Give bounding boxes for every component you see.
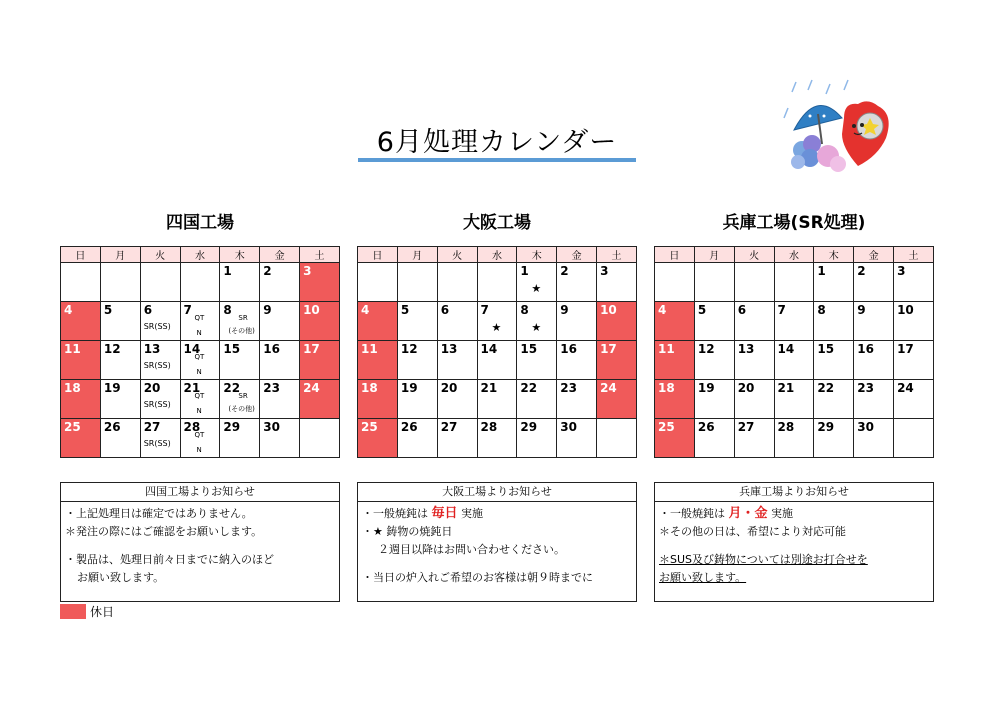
notice-line: ＊発注の際にはご確認をお願いします。 (65, 525, 263, 538)
day-number: 19 (400, 381, 418, 395)
day-number: 30 (263, 420, 280, 434)
calendar-day (517, 419, 557, 458)
calendar-day (180, 302, 220, 341)
day-number: 17 (897, 342, 914, 356)
day-number: 23 (263, 381, 280, 395)
process-label: N (196, 329, 202, 337)
weekday-header: 土 (597, 247, 637, 263)
calendar-week (61, 380, 340, 419)
calendar-day (437, 302, 477, 341)
day-number: 16 (560, 342, 577, 356)
notice-line: お願い致します。 (659, 571, 747, 584)
calendar-day-holiday (300, 341, 340, 380)
notice-line (659, 505, 929, 523)
day-number: 19 (103, 381, 121, 395)
day-number: 27 (143, 420, 161, 434)
calendar-day (557, 380, 597, 419)
title-underline (358, 158, 636, 162)
calendar-day (358, 263, 398, 302)
day-number: 23 (857, 381, 874, 395)
notice-line: ・製品は、処理日前々日までに納入のほど (65, 553, 274, 566)
calendar-day (220, 263, 260, 302)
factory-name: 兵庫工場(SR処理) (722, 213, 866, 233)
calendar-day (397, 302, 437, 341)
calendar-day-holiday (358, 419, 398, 458)
calendar-day-holiday (358, 341, 398, 380)
day-number: 21 (777, 381, 795, 395)
day-number: 26 (103, 420, 121, 434)
day-number: 5 (103, 303, 113, 317)
calendar-day (774, 380, 814, 419)
calendar-day (397, 419, 437, 458)
process-label: SR(SS) (143, 361, 171, 370)
day-number: 2 (263, 264, 272, 278)
calendar-day (437, 341, 477, 380)
day-number: 21 (480, 381, 498, 395)
day-number: 4 (64, 303, 73, 317)
legend (60, 603, 114, 620)
calendar-day (100, 419, 140, 458)
calendar-week (655, 419, 934, 458)
day-number: 7 (480, 303, 489, 317)
notice-line: お願い致します。 (77, 571, 165, 584)
notice-text: ・一般焼鈍は (659, 507, 725, 520)
day-number: 18 (658, 381, 675, 395)
calendar-day (220, 419, 260, 458)
day-number: 2 (560, 264, 569, 278)
weekday-header: 金 (557, 247, 597, 263)
day-number: 6 (737, 303, 747, 317)
day-number: 1 (223, 264, 232, 278)
notice-text: ・一般焼鈍は (362, 507, 428, 520)
calendar-osaka (357, 212, 637, 434)
calendar-day (734, 302, 774, 341)
calendar-day (220, 341, 260, 380)
weekday-header: 木 (517, 247, 557, 263)
day-number: 22 (223, 381, 241, 395)
day-number: 30 (857, 420, 874, 434)
calendar-day (655, 263, 695, 302)
day-number: 24 (303, 381, 320, 395)
calendar-day (477, 302, 517, 341)
calendar-day-holiday (597, 341, 637, 380)
weekday-header: 火 (437, 247, 477, 263)
calendar-day (517, 341, 557, 380)
calendar-day (61, 263, 101, 302)
notice-line: ・★ 鋳物の焼鈍日 (362, 525, 453, 538)
calendar-week (655, 263, 934, 302)
weekday-header: 金 (854, 247, 894, 263)
calendar-day-holiday (655, 419, 695, 458)
day-number: 15 (520, 342, 538, 356)
calendar-day (140, 380, 180, 419)
process-label: SR(SS) (143, 439, 171, 448)
calendar-hyogo (654, 212, 934, 434)
calendar-day (220, 302, 260, 341)
calendar-day (894, 380, 934, 419)
calendar-day (477, 419, 517, 458)
calendar-week (358, 263, 637, 302)
day-number: 18 (64, 381, 81, 395)
calendar-day (437, 380, 477, 419)
calendar-day (854, 302, 894, 341)
calendar-week (358, 302, 637, 341)
day-number: 3 (600, 264, 609, 278)
notice-line: ２週目以降はお問い合わせください。 (378, 543, 565, 556)
calendar-table (60, 246, 340, 458)
calendar-week (358, 341, 637, 380)
calendar-week (655, 341, 934, 380)
calendar-day (100, 380, 140, 419)
calendar-day (140, 302, 180, 341)
calendar-day-holiday (597, 380, 637, 419)
day-number: 22 (520, 381, 538, 395)
day-number: 17 (303, 342, 320, 356)
day-number: 5 (400, 303, 410, 317)
day-number: 14 (480, 342, 498, 356)
notice-osaka (357, 482, 637, 602)
day-number: 27 (737, 420, 755, 434)
calendar-day-holiday (300, 380, 340, 419)
calendar-day (517, 380, 557, 419)
calendar-week (655, 302, 934, 341)
day-number: 11 (64, 342, 81, 356)
day-number: 14 (777, 342, 795, 356)
day-number: 28 (777, 420, 795, 434)
weekday-header: 土 (300, 247, 340, 263)
calendar-day (774, 263, 814, 302)
calendar-week (655, 380, 934, 419)
day-number: 13 (737, 342, 755, 356)
weekday-header: 土 (894, 247, 934, 263)
day-number: 26 (400, 420, 418, 434)
day-number: 15 (817, 342, 835, 356)
calendar-week (358, 380, 637, 419)
notice-line: ・上記処理日は確定ではありません。 (65, 507, 253, 520)
day-number: 20 (143, 381, 161, 395)
day-number: 13 (143, 342, 161, 356)
process-label: N (196, 407, 202, 415)
weekday-header: 火 (140, 247, 180, 263)
day-number: 25 (658, 420, 675, 434)
calendar-day (100, 302, 140, 341)
calendar-day (814, 380, 854, 419)
calendar-day (477, 380, 517, 419)
calendar-day (734, 380, 774, 419)
calendar-day (814, 341, 854, 380)
day-number: 25 (361, 420, 378, 434)
calendar-day (140, 263, 180, 302)
calendar-day-holiday (358, 302, 398, 341)
calendar-day (597, 263, 637, 302)
calendar-day (734, 419, 774, 458)
calendar-day (100, 263, 140, 302)
process-label: (その他) (228, 327, 255, 335)
calendar-week (358, 419, 637, 458)
day-number: 12 (400, 342, 418, 356)
calendar-day (894, 419, 934, 458)
calendar-day (557, 263, 597, 302)
notice-hyogo (654, 482, 934, 602)
calendar-day (894, 341, 934, 380)
weekday-header: 水 (774, 247, 814, 263)
notice-line: ・当日の炉入れご希望のお客様は朝９時までに (362, 571, 593, 584)
calendar-shikoku (60, 212, 340, 454)
day-number: 7 (777, 303, 786, 317)
calendar-day-holiday (300, 263, 340, 302)
calendar-week (61, 263, 340, 302)
calendar-day (734, 341, 774, 380)
day-number: 3 (303, 264, 312, 278)
calendar-day (260, 419, 300, 458)
day-number: 10 (303, 303, 320, 317)
notice-title: 大阪工場よりお知らせ (358, 483, 636, 502)
calendar-day (397, 263, 437, 302)
notice-text: 実施 (771, 507, 794, 520)
calendar-day (180, 341, 220, 380)
calendar-day (814, 302, 854, 341)
day-number: 8 (817, 303, 826, 317)
calendar-day-holiday (655, 341, 695, 380)
process-label: SR (238, 314, 248, 322)
calendar-day (260, 302, 300, 341)
calendar-day (100, 341, 140, 380)
calendar-day (517, 263, 557, 302)
day-number: 16 (857, 342, 874, 356)
calendar-day (694, 302, 734, 341)
star-mark: ★ (531, 321, 542, 334)
calendar-day (854, 341, 894, 380)
weekday-header: 金 (260, 247, 300, 263)
day-number: 29 (520, 420, 538, 434)
emphasis-text: 月・金 (728, 506, 768, 521)
day-number: 10 (897, 303, 914, 317)
day-number: 22 (817, 381, 835, 395)
calendar-day-holiday (597, 302, 637, 341)
notice-shikoku (60, 482, 340, 602)
calendar-day (220, 380, 260, 419)
day-number: 3 (897, 264, 906, 278)
calendar-table (357, 246, 637, 458)
factory-name: 四国工場 (166, 213, 234, 233)
day-number: 17 (600, 342, 617, 356)
rainy-season-illustration (782, 78, 900, 178)
notice-title: 兵庫工場よりお知らせ (655, 483, 933, 502)
day-number: 16 (263, 342, 280, 356)
weekday-header: 日 (655, 247, 695, 263)
calendar-day (774, 302, 814, 341)
day-number: 8 (520, 303, 529, 317)
calendar-day (557, 302, 597, 341)
calendar-day (694, 380, 734, 419)
day-number: 20 (440, 381, 458, 395)
process-label: SR(SS) (143, 400, 171, 409)
calendar-day (397, 380, 437, 419)
day-number: 24 (600, 381, 617, 395)
day-number: 9 (560, 303, 569, 317)
calendar-day (597, 419, 637, 458)
calendar-day-holiday (61, 419, 101, 458)
weekday-header: 木 (220, 247, 260, 263)
star-mark: ★ (491, 321, 502, 334)
calendar-day (694, 341, 734, 380)
day-number: 29 (817, 420, 835, 434)
day-number: 6 (440, 303, 450, 317)
notice-line (362, 505, 632, 523)
day-number: 11 (361, 342, 378, 356)
calendar-day (260, 341, 300, 380)
calendar-day (180, 263, 220, 302)
calendar-day (557, 419, 597, 458)
calendar-day (854, 380, 894, 419)
calendar-day (517, 302, 557, 341)
notice-text: 実施 (461, 507, 484, 520)
day-number: 29 (223, 420, 241, 434)
calendar-week (61, 302, 340, 341)
day-number: 1 (817, 264, 826, 278)
weekday-header: 月 (100, 247, 140, 263)
day-number: 28 (480, 420, 498, 434)
calendar-day (734, 263, 774, 302)
calendar-day (774, 419, 814, 458)
day-number: 11 (658, 342, 675, 356)
calendar-day (397, 341, 437, 380)
calendar-day (894, 302, 934, 341)
calendar-day-holiday (61, 341, 101, 380)
day-number: 30 (560, 420, 577, 434)
calendar-day (437, 263, 477, 302)
day-number: 21 (183, 381, 201, 395)
day-number: 15 (223, 342, 241, 356)
emphasis-text: 毎日 (431, 506, 458, 521)
calendar-day (814, 419, 854, 458)
calendar-day (557, 341, 597, 380)
weekday-header: 水 (180, 247, 220, 263)
notice-line: ＊SUS及び鋳物については別途お打合せを (659, 553, 868, 566)
factory-name: 大阪工場 (463, 213, 531, 233)
calendar-day (854, 419, 894, 458)
day-number: 28 (183, 420, 201, 434)
process-label: QT (194, 392, 205, 400)
day-number: 4 (361, 303, 370, 317)
day-number: 5 (697, 303, 707, 317)
day-number: 18 (361, 381, 378, 395)
calendar-day (694, 419, 734, 458)
day-number: 27 (440, 420, 458, 434)
day-number: 23 (560, 381, 577, 395)
process-label: N (196, 368, 202, 376)
calendar-day-holiday (358, 380, 398, 419)
calendar-day (260, 380, 300, 419)
process-label: QT (194, 314, 205, 322)
calendar-day (437, 419, 477, 458)
weekday-header: 日 (358, 247, 398, 263)
weekday-header: 水 (477, 247, 517, 263)
day-number: 19 (697, 381, 715, 395)
calendar-day (814, 263, 854, 302)
day-number: 8 (223, 303, 232, 317)
calendar-day-holiday (61, 380, 101, 419)
day-number: 14 (183, 342, 201, 356)
weekday-header: 火 (734, 247, 774, 263)
day-number: 26 (697, 420, 715, 434)
process-label: QT (194, 353, 205, 361)
calendar-day (854, 263, 894, 302)
day-number: 10 (600, 303, 617, 317)
process-label: (その他) (228, 405, 255, 413)
process-label: SR(SS) (143, 322, 171, 331)
calendar-day (477, 341, 517, 380)
day-number: 25 (64, 420, 81, 434)
weekday-header: 木 (814, 247, 854, 263)
calendar-day-holiday (61, 302, 101, 341)
calendar-week (61, 341, 340, 380)
process-label: N (196, 446, 202, 454)
calendar-day-holiday (300, 302, 340, 341)
calendar-table (654, 246, 934, 458)
holiday-swatch (60, 604, 86, 619)
day-number: 7 (183, 303, 192, 317)
notice-title: 四国工場よりお知らせ (61, 483, 339, 502)
calendar-day (140, 419, 180, 458)
calendar-day (774, 341, 814, 380)
day-number: 9 (263, 303, 272, 317)
calendar-week (61, 419, 340, 458)
calendar-day (894, 263, 934, 302)
calendar-day-holiday (655, 380, 695, 419)
notice-line: ＊その他の日は、希望により対応可能 (659, 525, 846, 538)
calendar-day (477, 263, 517, 302)
weekday-header: 月 (694, 247, 734, 263)
star-mark: ★ (531, 282, 542, 295)
process-label: QT (194, 431, 205, 439)
calendar-day (140, 341, 180, 380)
day-number: 2 (857, 264, 866, 278)
weekday-header: 日 (61, 247, 101, 263)
calendar-day (694, 263, 734, 302)
day-number: 24 (897, 381, 914, 395)
legend-label: 休日 (90, 605, 115, 619)
page-title: 6月処理カレンダー (376, 127, 618, 158)
calendar-day-holiday (655, 302, 695, 341)
day-number: 12 (103, 342, 121, 356)
day-number: 4 (658, 303, 667, 317)
calendar-day (260, 263, 300, 302)
day-number: 1 (520, 264, 529, 278)
calendar-day (180, 419, 220, 458)
weekday-header: 月 (397, 247, 437, 263)
day-number: 12 (697, 342, 715, 356)
process-label: SR (238, 392, 248, 400)
day-number: 6 (143, 303, 153, 317)
day-number: 20 (737, 381, 755, 395)
calendar-day (300, 419, 340, 458)
day-number: 9 (857, 303, 866, 317)
calendar-day (180, 380, 220, 419)
day-number: 13 (440, 342, 458, 356)
